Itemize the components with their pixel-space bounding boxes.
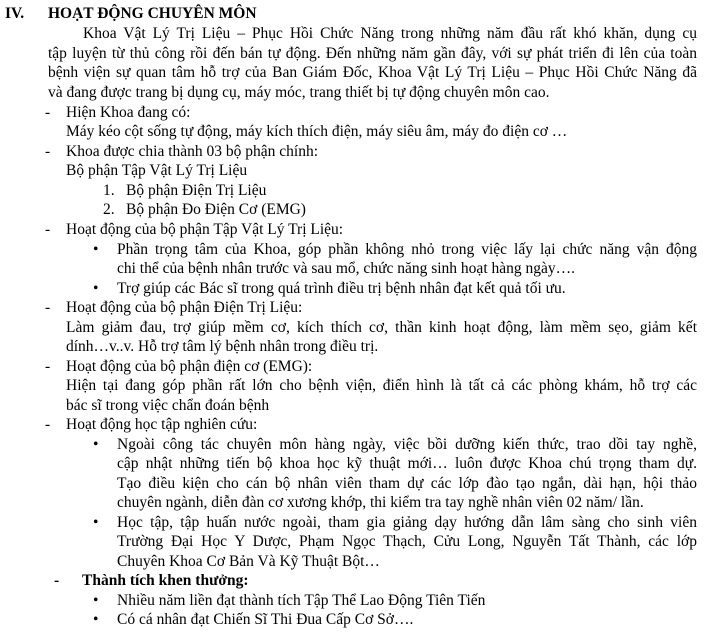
equipment-heading: Hiện Khoa đang có: (66, 104, 191, 121)
bullet-marker: • (93, 611, 99, 628)
dash-marker: - (45, 358, 51, 375)
emg-line2: bác sĩ trong việc chẩn đoán bệnh (66, 397, 270, 414)
intro-line-2: tập luyện từ thủ công rồi đến bán tự động. Đến những năm gần đây, với sự phát triển đi lên của toàn (48, 45, 697, 62)
divisions-subheading: Bộ phận Tập Vật Lý Trị Liệu (66, 162, 248, 179)
bullet-marker: • (93, 436, 99, 453)
physio-bullet1-line1: Phần trọng tâm của Khoa, góp phần không nhỏ trong việc lấy lại chức năng vận động (117, 241, 697, 258)
electro-line1: Làm giảm đau, trợ giúp mềm cơ, kích thích cơ, thần kinh hoạt động, làm mềm sẹo, giảm kết (66, 319, 697, 336)
electro-line2: dính…v..v. Hỗ trợ tâm lý bệnh nhân trong điều trị. (66, 338, 379, 355)
dash-marker: - (45, 143, 51, 160)
research-bullet1-line3: Tạo điều kiện cho cán bộ nhân viên tham dự các lớp đào tạo ngắn, dài hạn, hội thảo (117, 475, 697, 492)
intro-line-1: Khoa Vật Lý Trị Liệu – Phục Hồi Chức Năng trong những năm đầu rất khó khăn, dụng cụ (83, 25, 697, 42)
research-bullet2-line3: Chuyên Khoa Cơ Bản Và Kỹ Thuật Bột… (117, 553, 380, 570)
intro-line-4: và đang được trang bị dụng cụ, máy móc, trang thiết bị tự động chuyên môn cao. (48, 84, 550, 101)
section-title: HOẠT ĐỘNG CHUYÊN MÔN (48, 5, 257, 22)
division-number: 1. (103, 182, 115, 199)
division-number: 2. (103, 201, 115, 218)
division-label: Bộ phận Đo Điện Cơ (EMG) (126, 201, 306, 218)
physio-bullet1-line2: chi thể của bệnh nhân trước và sau mổ, chức năng sinh hoạt hàng ngày…. (117, 260, 576, 277)
award-item: Nhiều năm liền đạt thành tích Tập Thể Lao Động Tiên Tiến (117, 592, 486, 609)
physio-bullet2: Trợ giúp các Bác sĩ trong quá trình điều trị bệnh nhân đạt kết quả tối ưu. (117, 280, 566, 297)
dash-marker: - (45, 299, 51, 316)
research-heading: Hoạt động học tập nghiên cứu: (66, 416, 258, 433)
research-bullet1-line4: chuyên ngành, diễn đàn cơ xương khớp, thi kiểm tra tay nghề nhân viên 02 năm/ lần. (117, 494, 644, 511)
research-bullet1-line1: Ngoài công tác chuyên môn hàng ngày, việc bồi dưỡng kiến thức, trao dồi tay nghề, (117, 436, 697, 453)
divisions-heading: Khoa được chia thành 03 bộ phận chính: (66, 143, 319, 160)
emg-line1: Hiện tại đang góp phần rất lớn cho bệnh viện, điển hình là tất cả các phòng khám, hỗ trợ các (66, 377, 697, 394)
electro-heading: Hoạt động của bộ phận Điện Trị Liệu: (66, 299, 303, 316)
bullet-marker: • (93, 241, 99, 258)
intro-line-3: bệnh viện sự quan tâm hỗ trợ của Ban Giám Đốc, Khoa Vật Lý Trị Liệu – Phục Hồi Chức Năng đã (48, 64, 697, 81)
bullet-marker: • (93, 280, 99, 297)
bullet-marker: • (93, 592, 99, 609)
emg-heading: Hoạt động của bộ phận điện cơ (EMG): (66, 358, 313, 375)
dash-marker: - (45, 221, 51, 238)
research-bullet1-line2: cập nhật những tiến bộ khoa học kỹ thuật mới… luôn được Khoa chú trọng tham dự. (117, 455, 697, 472)
research-bullet2-line2: Trường Đại Học Y Dược, Phạm Ngọc Thạch, Cửu Long, Nguyễn Tất Thành, các lớp (117, 533, 697, 550)
section-number: IV. (5, 5, 25, 22)
division-label: Bộ phận Điện Trị Liệu (126, 182, 267, 199)
award-item: Có cá nhân đạt Chiến Sĩ Thi Đua Cấp Cơ Sở…. (117, 611, 414, 628)
equipment-text: Máy kéo cột sống tự động, máy kích thích điện, máy siêu âm, máy đo điện cơ … (66, 123, 568, 140)
dash-marker: - (45, 104, 51, 121)
awards-heading: Thành tích khen thưởng: (82, 572, 249, 589)
dash-marker: - (45, 416, 51, 433)
bullet-marker: • (93, 514, 99, 531)
physio-heading: Hoạt động của bộ phận Tập Vật Lý Trị Liệu: (66, 221, 344, 238)
dash-marker: - (54, 572, 60, 589)
research-bullet2-line1: Học tập, tập huấn nước ngoài, tham gia giảng dạy hướng dẫn lâm sàng cho sinh viên (117, 514, 697, 531)
